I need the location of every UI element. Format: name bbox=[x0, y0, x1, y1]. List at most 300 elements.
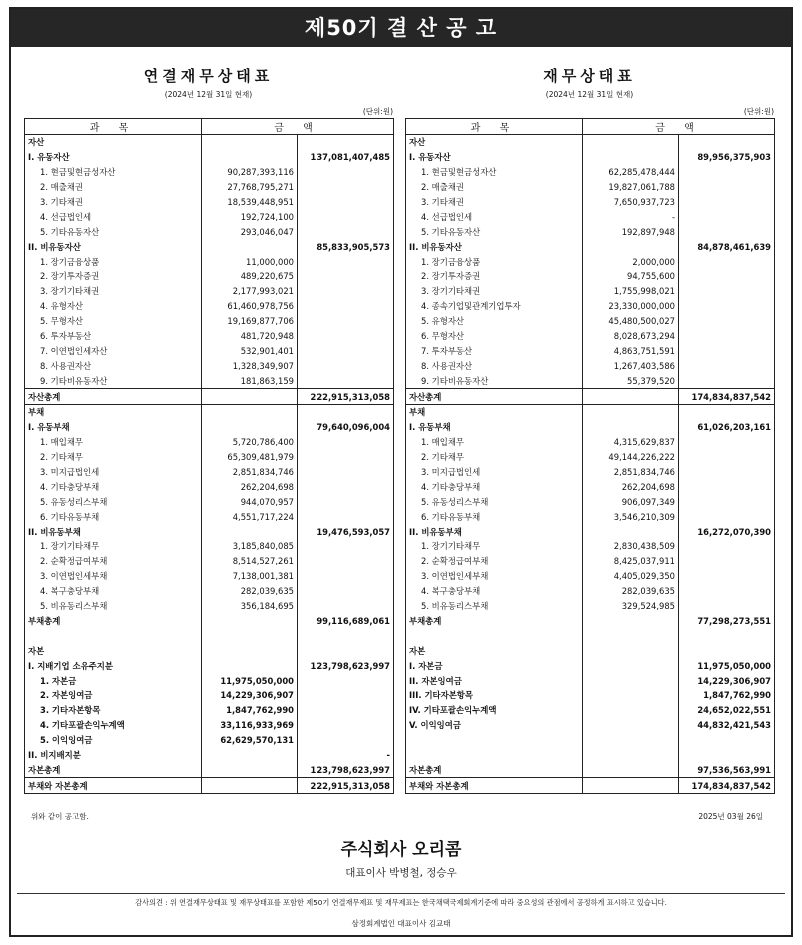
row-item-label: 3. 미지급법인세 bbox=[25, 465, 202, 480]
row-item-label: 1. 장기기타채무 bbox=[25, 539, 202, 554]
row-item-label: 1. 자본금 bbox=[25, 673, 202, 688]
row-total-amount: 174,834,837,542 bbox=[679, 389, 775, 405]
row-total-amount: 77,298,273,551 bbox=[679, 614, 775, 629]
row-item-label: II. 자본잉여금 bbox=[406, 673, 583, 688]
row-item-label: II. 비유동자산 bbox=[25, 239, 202, 254]
row-total-amount bbox=[679, 405, 775, 420]
row-item-label: 4. 선급법인세 bbox=[25, 209, 202, 224]
column-header-amount: 금 액 bbox=[583, 119, 775, 135]
consolidated-date: (2024년 12월 31일 현재) bbox=[164, 90, 253, 99]
row-item-label: 5. 유형자산 bbox=[406, 314, 583, 329]
row-sub-amount bbox=[583, 673, 679, 688]
table-row bbox=[406, 643, 775, 658]
row-sub-amount bbox=[202, 658, 298, 673]
table-row bbox=[25, 254, 394, 269]
row-item-label: IV. 기타포괄손익누계액 bbox=[406, 703, 583, 718]
row-item-label: 6. 기타유동부채 bbox=[25, 509, 202, 524]
table-row bbox=[25, 509, 394, 524]
table-row bbox=[406, 599, 775, 614]
row-sub-amount: 329,524,985 bbox=[583, 599, 679, 614]
table-row bbox=[406, 628, 775, 643]
row-total-amount bbox=[298, 224, 394, 239]
row-total-amount: 84,878,461,639 bbox=[679, 239, 775, 254]
row-total-amount: 99,116,689,061 bbox=[298, 614, 394, 629]
row-item-label: II. 비유동부채 bbox=[25, 524, 202, 539]
row-item-label: 3. 기타자본항목 bbox=[25, 703, 202, 718]
row-sub-amount: 1,847,762,990 bbox=[202, 703, 298, 718]
row-total-amount bbox=[679, 554, 775, 569]
table-row bbox=[25, 524, 394, 539]
row-item-label: 3. 기타채권 bbox=[406, 195, 583, 210]
row-sub-amount bbox=[583, 748, 679, 763]
row-sub-amount bbox=[202, 239, 298, 254]
row-total-amount bbox=[298, 539, 394, 554]
row-sub-amount: 23,330,000,000 bbox=[583, 299, 679, 314]
row-item-label: 8. 사용권자산 bbox=[25, 358, 202, 373]
row-sub-amount bbox=[583, 733, 679, 748]
row-sub-amount bbox=[202, 524, 298, 539]
table-row bbox=[25, 778, 394, 794]
row-sub-amount: 4,315,629,837 bbox=[583, 435, 679, 450]
row-item-label: 7. 이연법인세자산 bbox=[25, 343, 202, 358]
row-total-amount bbox=[679, 509, 775, 524]
row-sub-amount bbox=[202, 405, 298, 420]
row-total-amount: 222,915,313,058 bbox=[298, 778, 394, 794]
table-row bbox=[406, 299, 775, 314]
row-item-label: 2. 매출채권 bbox=[406, 180, 583, 195]
table-row bbox=[406, 195, 775, 210]
row-sub-amount: 55,379,520 bbox=[583, 373, 679, 388]
row-total-amount: 123,798,623,997 bbox=[298, 658, 394, 673]
row-sub-amount bbox=[202, 778, 298, 794]
row-total-amount bbox=[298, 299, 394, 314]
row-total-amount bbox=[679, 599, 775, 614]
row-sub-amount: 62,285,478,444 bbox=[583, 165, 679, 180]
row-total-amount bbox=[679, 195, 775, 210]
table-row bbox=[406, 509, 775, 524]
row-total-amount bbox=[679, 224, 775, 239]
row-item-label bbox=[406, 733, 583, 748]
row-sub-amount: 65,309,481,979 bbox=[202, 450, 298, 465]
row-sub-amount bbox=[583, 778, 679, 794]
row-total-amount bbox=[298, 254, 394, 269]
table-row bbox=[406, 165, 775, 180]
row-total-amount: 97,536,563,991 bbox=[679, 762, 775, 777]
table-row bbox=[25, 450, 394, 465]
row-item-label: 5. 비유동리스부채 bbox=[406, 599, 583, 614]
table-row bbox=[25, 195, 394, 210]
row-item-label: I. 지배기업 소유주지분 bbox=[25, 658, 202, 673]
row-sub-amount: 4,863,751,591 bbox=[583, 343, 679, 358]
row-sub-amount: 1,328,349,907 bbox=[202, 358, 298, 373]
row-sub-amount bbox=[583, 239, 679, 254]
row-total-amount bbox=[298, 358, 394, 373]
row-total-amount bbox=[298, 195, 394, 210]
row-total-amount bbox=[679, 343, 775, 358]
table-row bbox=[406, 329, 775, 344]
table-row bbox=[406, 343, 775, 358]
row-item-label: 4. 기타충당부채 bbox=[25, 479, 202, 494]
consolidated-table bbox=[24, 118, 394, 794]
table-row bbox=[25, 628, 394, 643]
table-row bbox=[406, 150, 775, 165]
row-item-label: Ⅰ. 유동부채 bbox=[25, 420, 202, 435]
table-row bbox=[406, 554, 775, 569]
row-total-amount bbox=[298, 450, 394, 465]
table-row bbox=[25, 762, 394, 777]
page-title: 제50기 결 산 공 고 bbox=[11, 9, 791, 47]
table-row bbox=[25, 494, 394, 509]
consolidated-unit: (단위:원) bbox=[362, 107, 393, 116]
table-row bbox=[406, 314, 775, 329]
row-item-label: 6. 투자부동산 bbox=[25, 329, 202, 344]
table-row bbox=[25, 150, 394, 165]
row-item-label: 4. 복구충당부채 bbox=[25, 584, 202, 599]
table-row bbox=[406, 539, 775, 554]
row-total-amount bbox=[679, 569, 775, 584]
row-total-amount bbox=[679, 373, 775, 388]
table-row bbox=[406, 284, 775, 299]
row-sub-amount: 33,116,933,969 bbox=[202, 718, 298, 733]
row-sub-amount: 293,046,047 bbox=[202, 224, 298, 239]
row-total-amount bbox=[679, 450, 775, 465]
row-item-label: 자본총계 bbox=[25, 762, 202, 777]
row-item-label: 2. 매출채권 bbox=[25, 180, 202, 195]
table-row bbox=[25, 358, 394, 373]
row-item-label: 3. 장기기타채권 bbox=[406, 284, 583, 299]
separate-date: (2024년 12월 31일 현재) bbox=[545, 90, 634, 99]
table-row bbox=[406, 673, 775, 688]
row-item-label: 부채 bbox=[25, 405, 202, 420]
table-row bbox=[25, 314, 394, 329]
table-row bbox=[406, 733, 775, 748]
table-row bbox=[25, 239, 394, 254]
row-total-amount: 85,833,905,573 bbox=[298, 239, 394, 254]
row-item-label: 5. 유동성리스부채 bbox=[25, 494, 202, 509]
row-sub-amount: 532,901,401 bbox=[202, 343, 298, 358]
row-sub-amount bbox=[583, 150, 679, 165]
table-row bbox=[25, 343, 394, 358]
row-sub-amount: 27,768,795,271 bbox=[202, 180, 298, 195]
row-item-label: 1. 매입채무 bbox=[25, 435, 202, 450]
table-row bbox=[406, 465, 775, 480]
row-total-amount bbox=[298, 643, 394, 658]
consolidated-title: 연결재무상태표 bbox=[143, 67, 274, 85]
row-total-amount bbox=[298, 718, 394, 733]
row-sub-amount: 2,851,834,746 bbox=[202, 465, 298, 480]
row-sub-amount bbox=[583, 703, 679, 718]
row-sub-amount: 18,539,448,951 bbox=[202, 195, 298, 210]
row-item-label: 9. 기타비유동자산 bbox=[25, 373, 202, 388]
table-row bbox=[406, 209, 775, 224]
table-row bbox=[25, 703, 394, 718]
table-row bbox=[25, 373, 394, 388]
row-total-amount: 79,640,096,004 bbox=[298, 420, 394, 435]
row-total-amount bbox=[679, 584, 775, 599]
table-row bbox=[25, 209, 394, 224]
row-sub-amount bbox=[202, 614, 298, 629]
table-row bbox=[25, 539, 394, 554]
row-total-amount bbox=[298, 554, 394, 569]
row-item-label: I. 유동자산 bbox=[406, 150, 583, 165]
row-item-label: 5. 유동성리스부채 bbox=[406, 494, 583, 509]
row-sub-amount: 7,650,937,723 bbox=[583, 195, 679, 210]
row-sub-amount bbox=[202, 748, 298, 763]
row-total-amount bbox=[298, 314, 394, 329]
row-sub-amount bbox=[583, 628, 679, 643]
column-header-item: 과 목 bbox=[406, 119, 583, 135]
row-total-amount bbox=[298, 269, 394, 284]
row-item-label: I. 유동자산 bbox=[25, 150, 202, 165]
consolidated-rows bbox=[25, 135, 394, 794]
row-item-label: V. 이익잉여금 bbox=[406, 718, 583, 733]
table-row bbox=[406, 389, 775, 405]
row-sub-amount: 94,755,600 bbox=[583, 269, 679, 284]
column-header-amount: 금 액 bbox=[202, 119, 394, 135]
row-item-label: 3. 기타채권 bbox=[25, 195, 202, 210]
separate-unit: (단위:원) bbox=[743, 107, 774, 116]
row-sub-amount bbox=[583, 524, 679, 539]
row-item-label: 8. 사용권자산 bbox=[406, 358, 583, 373]
row-item-label: 부채와 자본총계 bbox=[406, 778, 583, 794]
row-total-amount bbox=[679, 165, 775, 180]
row-sub-amount: 4,405,029,350 bbox=[583, 569, 679, 584]
row-item-label: II. 비유동부채 bbox=[406, 524, 583, 539]
row-total-amount bbox=[298, 584, 394, 599]
row-sub-amount: 2,830,438,509 bbox=[583, 539, 679, 554]
row-item-label: 5. 비유동리스부채 bbox=[25, 599, 202, 614]
row-item-label: 자본 bbox=[406, 643, 583, 658]
row-total-amount bbox=[298, 733, 394, 748]
separate-balance-sheet bbox=[405, 55, 774, 794]
table-row bbox=[25, 405, 394, 420]
table-row bbox=[25, 584, 394, 599]
row-sub-amount: 5,720,786,400 bbox=[202, 435, 298, 450]
row-item-label: 자산총계 bbox=[25, 389, 202, 405]
row-item-label: 자산 bbox=[25, 135, 202, 150]
table-row bbox=[406, 269, 775, 284]
row-total-amount bbox=[679, 135, 775, 150]
row-sub-amount: 19,827,061,788 bbox=[583, 180, 679, 195]
row-item-label: 3. 장기기타채권 bbox=[25, 284, 202, 299]
table-row bbox=[25, 688, 394, 703]
row-item-label: 부채 bbox=[406, 405, 583, 420]
row-sub-amount: - bbox=[583, 209, 679, 224]
row-sub-amount bbox=[583, 420, 679, 435]
table-row bbox=[406, 658, 775, 673]
row-total-amount bbox=[679, 643, 775, 658]
row-total-amount bbox=[298, 405, 394, 420]
row-total-amount bbox=[679, 733, 775, 748]
row-sub-amount: 181,863,159 bbox=[202, 373, 298, 388]
table-row bbox=[25, 479, 394, 494]
row-sub-amount: 481,720,948 bbox=[202, 329, 298, 344]
row-item-label: 2. 순확정급여부채 bbox=[406, 554, 583, 569]
row-sub-amount bbox=[583, 718, 679, 733]
table-row bbox=[406, 703, 775, 718]
table-row bbox=[25, 748, 394, 763]
row-total-amount bbox=[679, 539, 775, 554]
row-item-label: 3. 미지급법인세 bbox=[406, 465, 583, 480]
row-sub-amount: 8,425,037,911 bbox=[583, 554, 679, 569]
row-sub-amount: 2,177,993,021 bbox=[202, 284, 298, 299]
table-row bbox=[25, 554, 394, 569]
row-item-label: 자본총계 bbox=[406, 762, 583, 777]
row-total-amount bbox=[298, 135, 394, 150]
row-sub-amount: 8,028,673,294 bbox=[583, 329, 679, 344]
row-sub-amount: 8,514,527,261 bbox=[202, 554, 298, 569]
table-row bbox=[25, 299, 394, 314]
row-item-label bbox=[406, 628, 583, 643]
row-sub-amount: 2,851,834,746 bbox=[583, 465, 679, 480]
table-row bbox=[406, 254, 775, 269]
table-row bbox=[25, 329, 394, 344]
table-row bbox=[25, 733, 394, 748]
row-total-amount: 16,272,070,390 bbox=[679, 524, 775, 539]
row-sub-amount: 61,460,978,756 bbox=[202, 299, 298, 314]
row-item-label: 자산총계 bbox=[406, 389, 583, 405]
row-item-label: II. 비유동자산 bbox=[406, 239, 583, 254]
row-total-amount: 137,081,407,485 bbox=[298, 150, 394, 165]
separate-table bbox=[405, 118, 775, 794]
row-sub-amount bbox=[583, 688, 679, 703]
table-row bbox=[406, 239, 775, 254]
row-item-label: 4. 종속기업및관계기업투자 bbox=[406, 299, 583, 314]
row-sub-amount: 906,097,349 bbox=[583, 494, 679, 509]
row-item-label: Ⅰ. 유동부채 bbox=[406, 420, 583, 435]
row-sub-amount: 11,000,000 bbox=[202, 254, 298, 269]
row-total-amount: 123,798,623,997 bbox=[298, 762, 394, 777]
row-item-label: 자본 bbox=[25, 643, 202, 658]
row-item-label: 5. 기타유동자산 bbox=[25, 224, 202, 239]
row-total-amount: 44,832,421,543 bbox=[679, 718, 775, 733]
row-sub-amount: 3,546,210,309 bbox=[583, 509, 679, 524]
row-item-label: 1. 장기금융상품 bbox=[25, 254, 202, 269]
table-row bbox=[406, 569, 775, 584]
row-item-label: 5. 기타유동자산 bbox=[406, 224, 583, 239]
table-row bbox=[25, 599, 394, 614]
row-total-amount bbox=[298, 673, 394, 688]
row-total-amount bbox=[298, 165, 394, 180]
row-sub-amount: 192,897,948 bbox=[583, 224, 679, 239]
table-row bbox=[25, 269, 394, 284]
separate-rows bbox=[406, 135, 775, 794]
row-total-amount bbox=[298, 435, 394, 450]
row-total-amount bbox=[679, 314, 775, 329]
row-item-label: 2. 순확정급여부채 bbox=[25, 554, 202, 569]
auditor-name: 삼정회계법인 대표이사 김교태 bbox=[351, 919, 451, 928]
row-sub-amount bbox=[202, 762, 298, 777]
table-row bbox=[406, 688, 775, 703]
row-total-amount bbox=[298, 688, 394, 703]
row-sub-amount bbox=[583, 135, 679, 150]
row-item-label: I. 자본금 bbox=[406, 658, 583, 673]
table-row bbox=[406, 748, 775, 763]
row-item-label: 4. 유형자산 bbox=[25, 299, 202, 314]
row-item-label: 부채총계 bbox=[25, 614, 202, 629]
row-total-amount bbox=[679, 494, 775, 509]
row-total-amount bbox=[298, 329, 394, 344]
row-total-amount: 89,956,375,903 bbox=[679, 150, 775, 165]
row-item-label: 1. 현금및현금성자산 bbox=[25, 165, 202, 180]
table-row bbox=[406, 450, 775, 465]
row-item-label: II. 비지배지분 bbox=[25, 748, 202, 763]
table-row bbox=[406, 435, 775, 450]
table-row bbox=[406, 614, 775, 629]
row-item-label: 1. 장기금융상품 bbox=[406, 254, 583, 269]
row-sub-amount: 489,220,675 bbox=[202, 269, 298, 284]
row-total-amount bbox=[679, 209, 775, 224]
table-row bbox=[406, 373, 775, 388]
row-total-amount bbox=[298, 628, 394, 643]
table-row bbox=[25, 165, 394, 180]
row-total-amount bbox=[298, 209, 394, 224]
row-item-label: 4. 복구충당부채 bbox=[406, 584, 583, 599]
row-total-amount bbox=[679, 269, 775, 284]
row-total-amount bbox=[679, 628, 775, 643]
row-item-label: 2. 자본잉여금 bbox=[25, 688, 202, 703]
ceo-names: 대표이사 박병철, 정승우 bbox=[345, 867, 457, 879]
table-row bbox=[25, 389, 394, 405]
row-sub-amount bbox=[202, 420, 298, 435]
row-item-label: 3. 이연법인세부채 bbox=[25, 569, 202, 584]
row-sub-amount: 45,480,500,027 bbox=[583, 314, 679, 329]
row-sub-amount bbox=[202, 389, 298, 405]
table-row bbox=[25, 420, 394, 435]
table-row bbox=[406, 762, 775, 777]
row-sub-amount bbox=[583, 614, 679, 629]
row-sub-amount: 262,204,698 bbox=[202, 479, 298, 494]
table-row bbox=[25, 718, 394, 733]
row-sub-amount: 282,039,635 bbox=[583, 584, 679, 599]
row-item-label: III. 기타자본항목 bbox=[406, 688, 583, 703]
row-sub-amount: 49,144,226,222 bbox=[583, 450, 679, 465]
table-row bbox=[406, 135, 775, 150]
table-row bbox=[406, 405, 775, 420]
separate-title: 재무상태표 bbox=[543, 67, 636, 85]
table-row bbox=[406, 778, 775, 794]
row-total-amount bbox=[298, 479, 394, 494]
row-sub-amount: 90,287,393,116 bbox=[202, 165, 298, 180]
row-item-label: 7. 투자부동산 bbox=[406, 343, 583, 358]
row-total-amount: - bbox=[298, 748, 394, 763]
table-row bbox=[25, 284, 394, 299]
row-item-label: 1. 현금및현금성자산 bbox=[406, 165, 583, 180]
row-item-label: 2. 기타채무 bbox=[406, 450, 583, 465]
table-row bbox=[406, 479, 775, 494]
table-row bbox=[25, 658, 394, 673]
table-row bbox=[406, 584, 775, 599]
table-row bbox=[25, 465, 394, 480]
row-total-amount bbox=[298, 284, 394, 299]
row-sub-amount bbox=[202, 150, 298, 165]
row-item-label bbox=[406, 748, 583, 763]
row-total-amount: 14,229,306,907 bbox=[679, 673, 775, 688]
audit-opinion: 감사의견 : 위 연결재무상태표 및 재무상태표를 포함한 제50기 연결재무제표 및 재무제표는 한국채택국제회계기준에 따라 중요성의 관점에서 공정하게 표시하고 있습니다. bbox=[135, 898, 667, 907]
table-row bbox=[25, 614, 394, 629]
row-item-label: 5. 무형자산 bbox=[25, 314, 202, 329]
row-item-label: 9. 기타비유동자산 bbox=[406, 373, 583, 388]
table-row bbox=[25, 569, 394, 584]
row-sub-amount bbox=[202, 643, 298, 658]
row-sub-amount: 11,975,050,000 bbox=[202, 673, 298, 688]
row-total-amount: 1,847,762,990 bbox=[679, 688, 775, 703]
row-sub-amount: 3,185,840,085 bbox=[202, 539, 298, 554]
row-total-amount: 222,915,313,058 bbox=[298, 389, 394, 405]
row-item-label: 부채와 자본총계 bbox=[25, 778, 202, 794]
table-row bbox=[406, 180, 775, 195]
notice-date: 2025년 03월 26일 bbox=[698, 812, 763, 821]
